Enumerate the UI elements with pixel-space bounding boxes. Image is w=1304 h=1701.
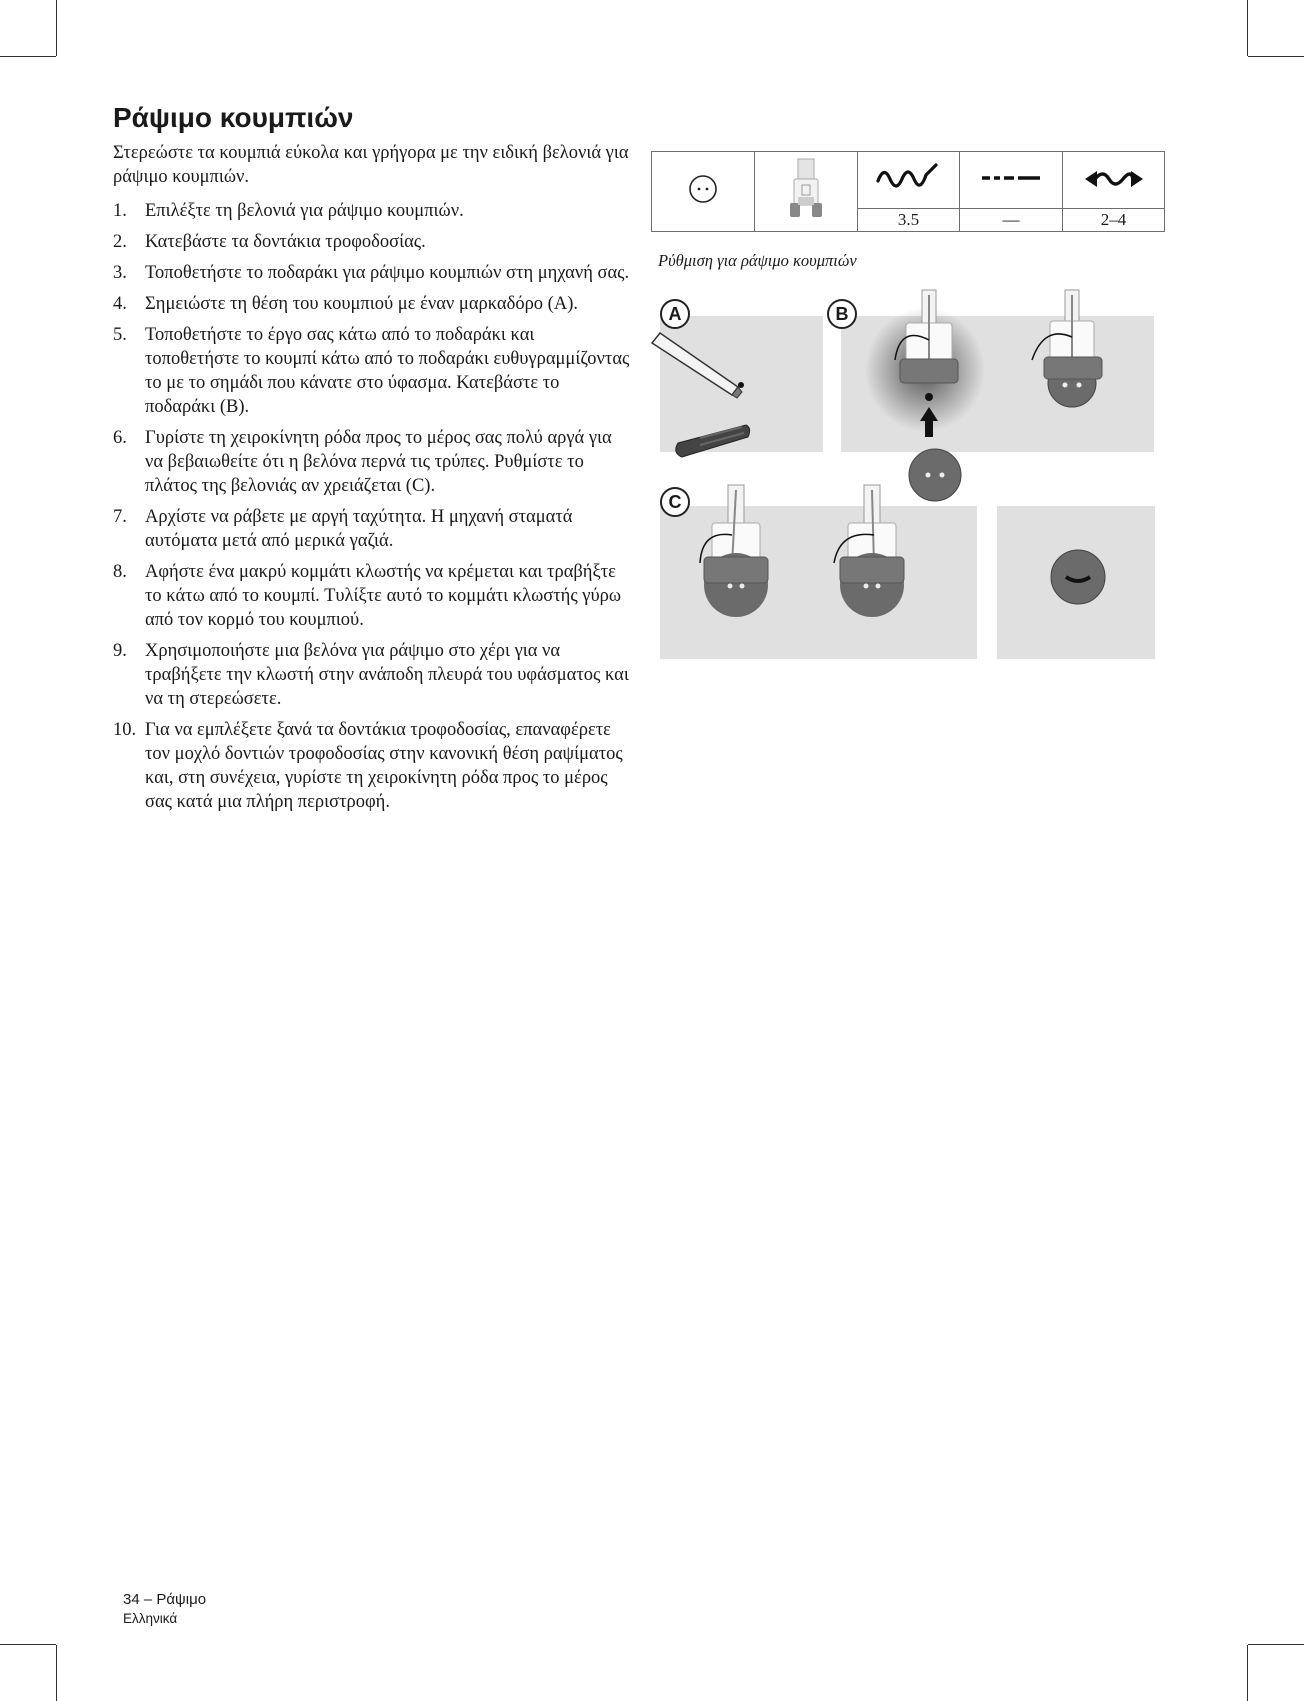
intro-paragraph: Στερεώστε τα κουμπιά εύκολα και γρήγορα με την ειδική βελονιά για ράψιμο κουμπιών. <box>113 143 629 187</box>
step-number: 10. <box>113 720 137 740</box>
button-placement-illustration <box>860 285 1160 505</box>
footer-language: Ελληνικά <box>123 1611 178 1626</box>
list-item <box>113 505 633 553</box>
list-item <box>113 560 633 632</box>
crop-mark <box>1248 56 1304 57</box>
step-text: Αφήστε ένα μακρύ κομμάτι κλωστής να κρέμεται και τραβήξτε το κάτω από το κουμπί. Τυλίξτε αυτό το κομμάτι κλωστής γύρω από τον κορμό του κουμπιού. <box>145 562 622 630</box>
button-foot-icon <box>784 157 828 221</box>
tension-icon-cell <box>1063 152 1165 209</box>
stitching-illustration <box>660 485 1160 660</box>
step-text: Τοποθετήστε το έργο σας κάτω από το ποδαράκι και τοποθετήστε το κουμπί κάτω από το ποδαράκι ευθυγραμμίζοντας το με το σημάδι που κάνατε στο ύφασμα. Κατεβάστε το ποδαράκι (B). <box>145 325 630 417</box>
step-text: Σημειώστε τη θέση του κουμπιού με έναν μαρκαδόρο (A). <box>145 294 578 314</box>
crop-mark <box>56 0 57 56</box>
step-text: Γυρίστε τη χειροκίνητη ρόδα προς το μέρος σας πολύ αργά για να βεβαιωθείτε ότι η βελόνα περνά τις τρύπες. Ρυθμίστε το πλάτος της βελονιάς αν χρειάζεται (C). <box>145 428 612 496</box>
marker-illustration <box>650 325 830 465</box>
tension-value: 2–4 <box>1063 209 1165 232</box>
stitch-length-icon <box>976 161 1046 195</box>
step-text: Χρησιμοποιήστε μια βελόνα για ράψιμο στο χέρι για να τραβήξετε την κλωστή στην ανάποδη πλευρά του υφάσματος και να τη στερεώσετε. <box>145 641 629 709</box>
steps-list <box>113 199 633 821</box>
list-item <box>113 426 633 498</box>
crop-mark <box>0 56 56 57</box>
step-text: Τοποθετήστε το ποδαράκι για ράψιμο κουμπιών στη μηχανή σας. <box>145 263 630 283</box>
step-text: Για να εμπλέξετε ξανά τα δοντάκια τροφοδοσίας, επαναφέρετε τον μοχλό δοντιών τροφοδοσίας στην κανονική θέση ραψίματος και, στη συνέχεια, γυρίστε τη χειροκίνητη ρόδα προς το μέρος σας κατά μια πλήρη περιστροφή. <box>145 720 623 812</box>
footer-page-number: 34 – Ράψιμο <box>123 1591 207 1608</box>
crop-mark <box>56 1645 57 1701</box>
page-title: Ράψιμο κουμπιών <box>113 102 354 133</box>
crop-mark <box>0 1644 56 1645</box>
tension-icon <box>1079 161 1149 195</box>
step-text: Επιλέξτε τη βελονιά για ράψιμο κουμπιών. <box>145 201 464 221</box>
list-item <box>113 261 633 285</box>
step-text: Αρχίστε να ράβετε με αργή ταχύτητα. Η μηχανή σταματά αυτόματα μετά από μερικά γαζιά. <box>145 507 573 551</box>
button-stitch-icon <box>687 173 719 205</box>
table-caption: Ρύθμιση για ράψιμο κουμπιών <box>658 251 857 270</box>
presser-foot-cell <box>755 152 858 232</box>
stitch-settings-table <box>651 151 1165 232</box>
list-item <box>113 230 633 254</box>
step-number: 3. <box>113 263 127 283</box>
list-item <box>113 639 633 711</box>
step-number: 6. <box>113 428 127 448</box>
step-text: Κατεβάστε τα δοντάκια τροφοδοσίας. <box>145 232 426 252</box>
sewn-button <box>1051 550 1105 604</box>
crop-mark <box>1247 1645 1248 1701</box>
marker-dot <box>738 382 744 388</box>
crop-mark <box>1248 1644 1304 1645</box>
label-c: C <box>660 487 690 517</box>
button-stitch-cell <box>652 152 755 232</box>
list-item <box>113 323 633 419</box>
list-item <box>113 199 633 223</box>
stitch-width-icon <box>874 161 944 195</box>
step-number: 8. <box>113 562 127 582</box>
step-number: 2. <box>113 232 127 252</box>
crop-mark <box>1247 0 1248 56</box>
stitch-length-value: — <box>960 209 1063 232</box>
label-a: A <box>660 299 690 329</box>
list-item <box>113 718 633 814</box>
stitch-width-value: 3.5 <box>858 209 960 232</box>
step-number: 7. <box>113 507 127 527</box>
stitch-width-icon-cell <box>858 152 960 209</box>
step-number: 1. <box>113 201 127 221</box>
stitch-length-icon-cell <box>960 152 1063 209</box>
step-number: 4. <box>113 294 127 314</box>
list-item <box>113 292 633 316</box>
label-b: B <box>827 299 857 329</box>
step-number: 5. <box>113 325 127 345</box>
step-number: 9. <box>113 641 127 661</box>
